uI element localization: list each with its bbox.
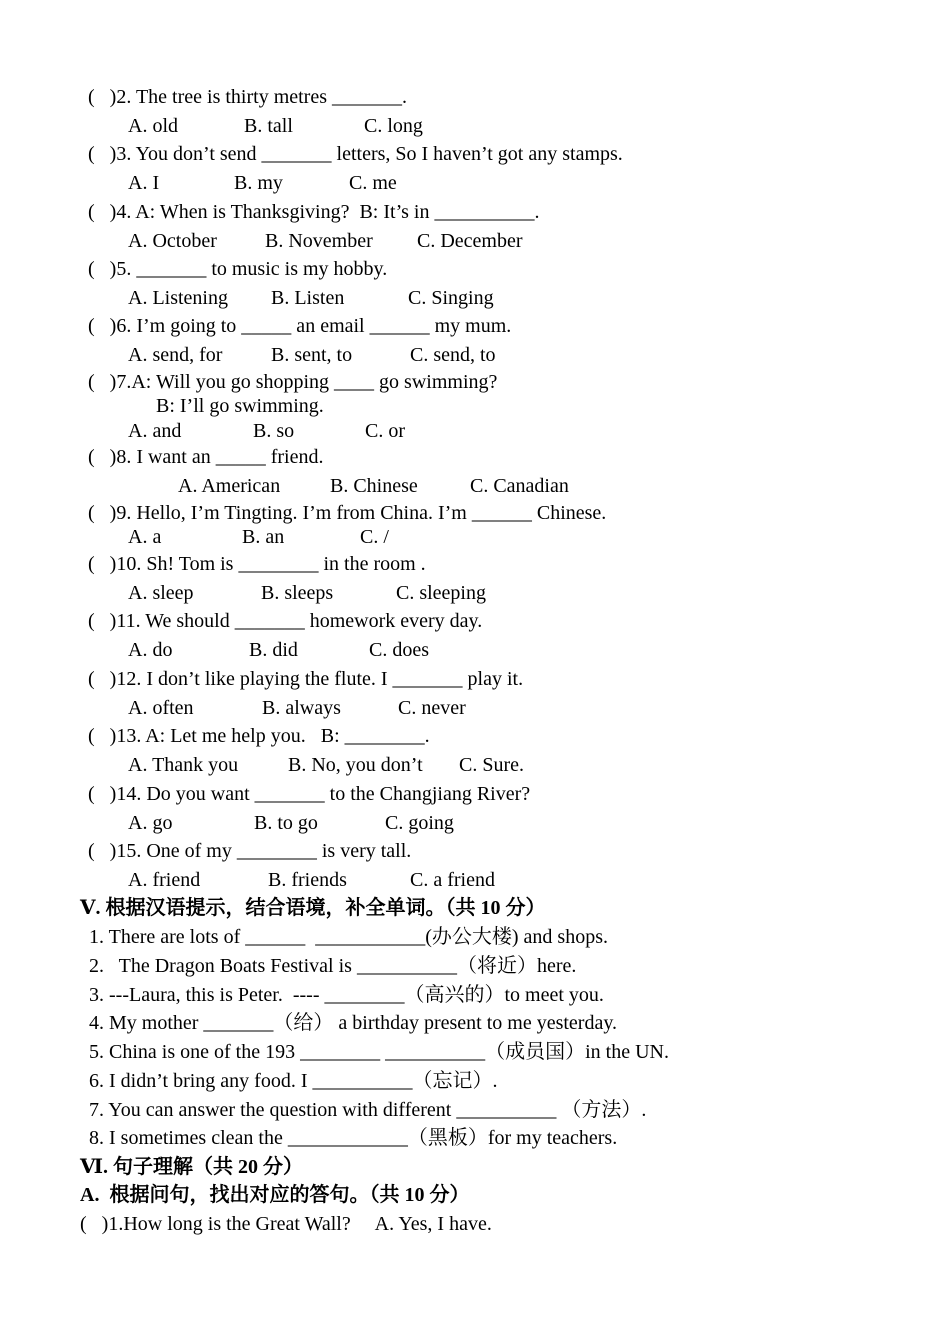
option-b: B. to go <box>254 812 318 834</box>
question-6-stem: ( )6. I’m going to _____ an email ______ my mum. <box>88 315 512 337</box>
option-a: A. and <box>128 420 182 442</box>
option-a: A. Listening <box>128 287 228 309</box>
fill-item-2: 2. The Dragon Boats Festival is __________（将近）here. <box>89 955 577 977</box>
option-a: A. send, for <box>128 344 223 366</box>
option-a: A. October <box>128 230 217 252</box>
option-a: A. go <box>128 812 173 834</box>
option-b: B. Chinese <box>330 475 418 497</box>
question-13-stem: ( )13. A: Let me help you. B: ________. <box>88 725 430 747</box>
option-a: A. sleep <box>128 582 194 604</box>
option-b: B. so <box>253 420 295 442</box>
option-c: C. never <box>398 697 466 719</box>
question-3-stem: ( )3. You don’t send _______ letters, So I haven’t got any stamps. <box>88 143 623 165</box>
fill-item-4: 4. My mother _______（给） a birthday present to me yesterday. <box>89 1012 618 1034</box>
option-a: A. I <box>128 172 160 194</box>
option-b: B. tall <box>244 115 293 137</box>
question-4-stem: ( )4. A: When is Thanksgiving? B: It’s in __________. <box>88 201 540 223</box>
option-c: C. or <box>365 420 405 442</box>
fill-item-7: 7. You can answer the question with different __________ （方法）. <box>89 1099 647 1121</box>
option-c: C. send, to <box>410 344 496 366</box>
option-a: A. friend <box>128 869 201 891</box>
question-14-stem: ( )14. Do you want _______ to the Changjiang River? <box>88 783 531 805</box>
question-15-stem: ( )15. One of my ________ is very tall. <box>88 840 412 862</box>
option-c: C. going <box>385 812 454 834</box>
option-c: C. me <box>349 172 397 194</box>
option-c: C. Singing <box>408 287 494 309</box>
option-c: C. a friend <box>410 869 495 891</box>
option-c: C. long <box>364 115 423 137</box>
option-b: B. always <box>262 697 341 719</box>
section-6-subheading: A. 根据问句，找出对应的答句。（共 10 分） <box>80 1184 470 1206</box>
fill-item-8: 8. I sometimes clean the ____________（黑板）for my teachers. <box>89 1127 618 1149</box>
question-7-stem-b: B: I’ll go swimming. <box>156 395 324 417</box>
option-b: B. sleeps <box>261 582 334 604</box>
option-b: B. my <box>234 172 283 194</box>
question-7-stem: ( )7.A: Will you go shopping ____ go swimming? <box>88 371 498 393</box>
section-6-heading: Ⅵ. 句子理解（共 20 分） <box>80 1156 303 1178</box>
question-2-stem: ( )2. The tree is thirty metres _______. <box>88 86 408 108</box>
option-c: C. Canadian <box>470 475 569 497</box>
option-a: A. old <box>128 115 178 137</box>
fill-item-1: 1. There are lots of ______ ___________(办公大楼) and shops. <box>89 926 609 948</box>
question-9-stem: ( )9. Hello, I’m Tingting. I’m from China. I’m ______ Chinese. <box>88 502 607 524</box>
option-b: B. Listen <box>271 287 345 309</box>
option-a: A. Thank you <box>128 754 239 776</box>
match-item-1: ( )1.How long is the Great Wall? A. Yes, I have. <box>80 1213 492 1235</box>
question-10-stem: ( )10. Sh! Tom is ________ in the room . <box>88 553 426 575</box>
fill-item-5: 5. China is one of the 193 ________ __________（成员国）in the UN. <box>89 1041 669 1063</box>
option-c: C. Sure. <box>459 754 524 776</box>
option-a: A. American <box>178 475 281 497</box>
option-c: C. December <box>417 230 523 252</box>
option-c: C. does <box>369 639 429 661</box>
option-b: B. did <box>249 639 298 661</box>
option-b: B. November <box>265 230 373 252</box>
option-a: A. often <box>128 697 194 719</box>
option-b: B. sent, to <box>271 344 353 366</box>
section-5-heading: Ⅴ. 根据汉语提示，结合语境，补全单词。（共 10 分） <box>80 897 546 919</box>
question-12-stem: ( )12. I don’t like playing the flute. I _______ play it. <box>88 668 524 690</box>
option-a: A. a <box>128 526 162 548</box>
fill-item-3: 3. ---Laura, this is Peter. ---- ________（高兴的）to meet you. <box>89 984 604 1006</box>
question-5-stem: ( )5. _______ to music is my hobby. <box>88 258 388 280</box>
option-c: C. / <box>360 526 389 548</box>
option-b: B. No, you don’t <box>288 754 423 776</box>
question-8-stem: ( )8. I want an _____ friend. <box>88 446 324 468</box>
option-b: B. friends <box>268 869 347 891</box>
question-11-stem: ( )11. We should _______ homework every day. <box>88 610 483 632</box>
option-a: A. do <box>128 639 173 661</box>
fill-item-6: 6. I didn’t bring any food. I __________（忘记）. <box>89 1070 498 1092</box>
option-b: B. an <box>242 526 285 548</box>
option-c: C. sleeping <box>396 582 486 604</box>
